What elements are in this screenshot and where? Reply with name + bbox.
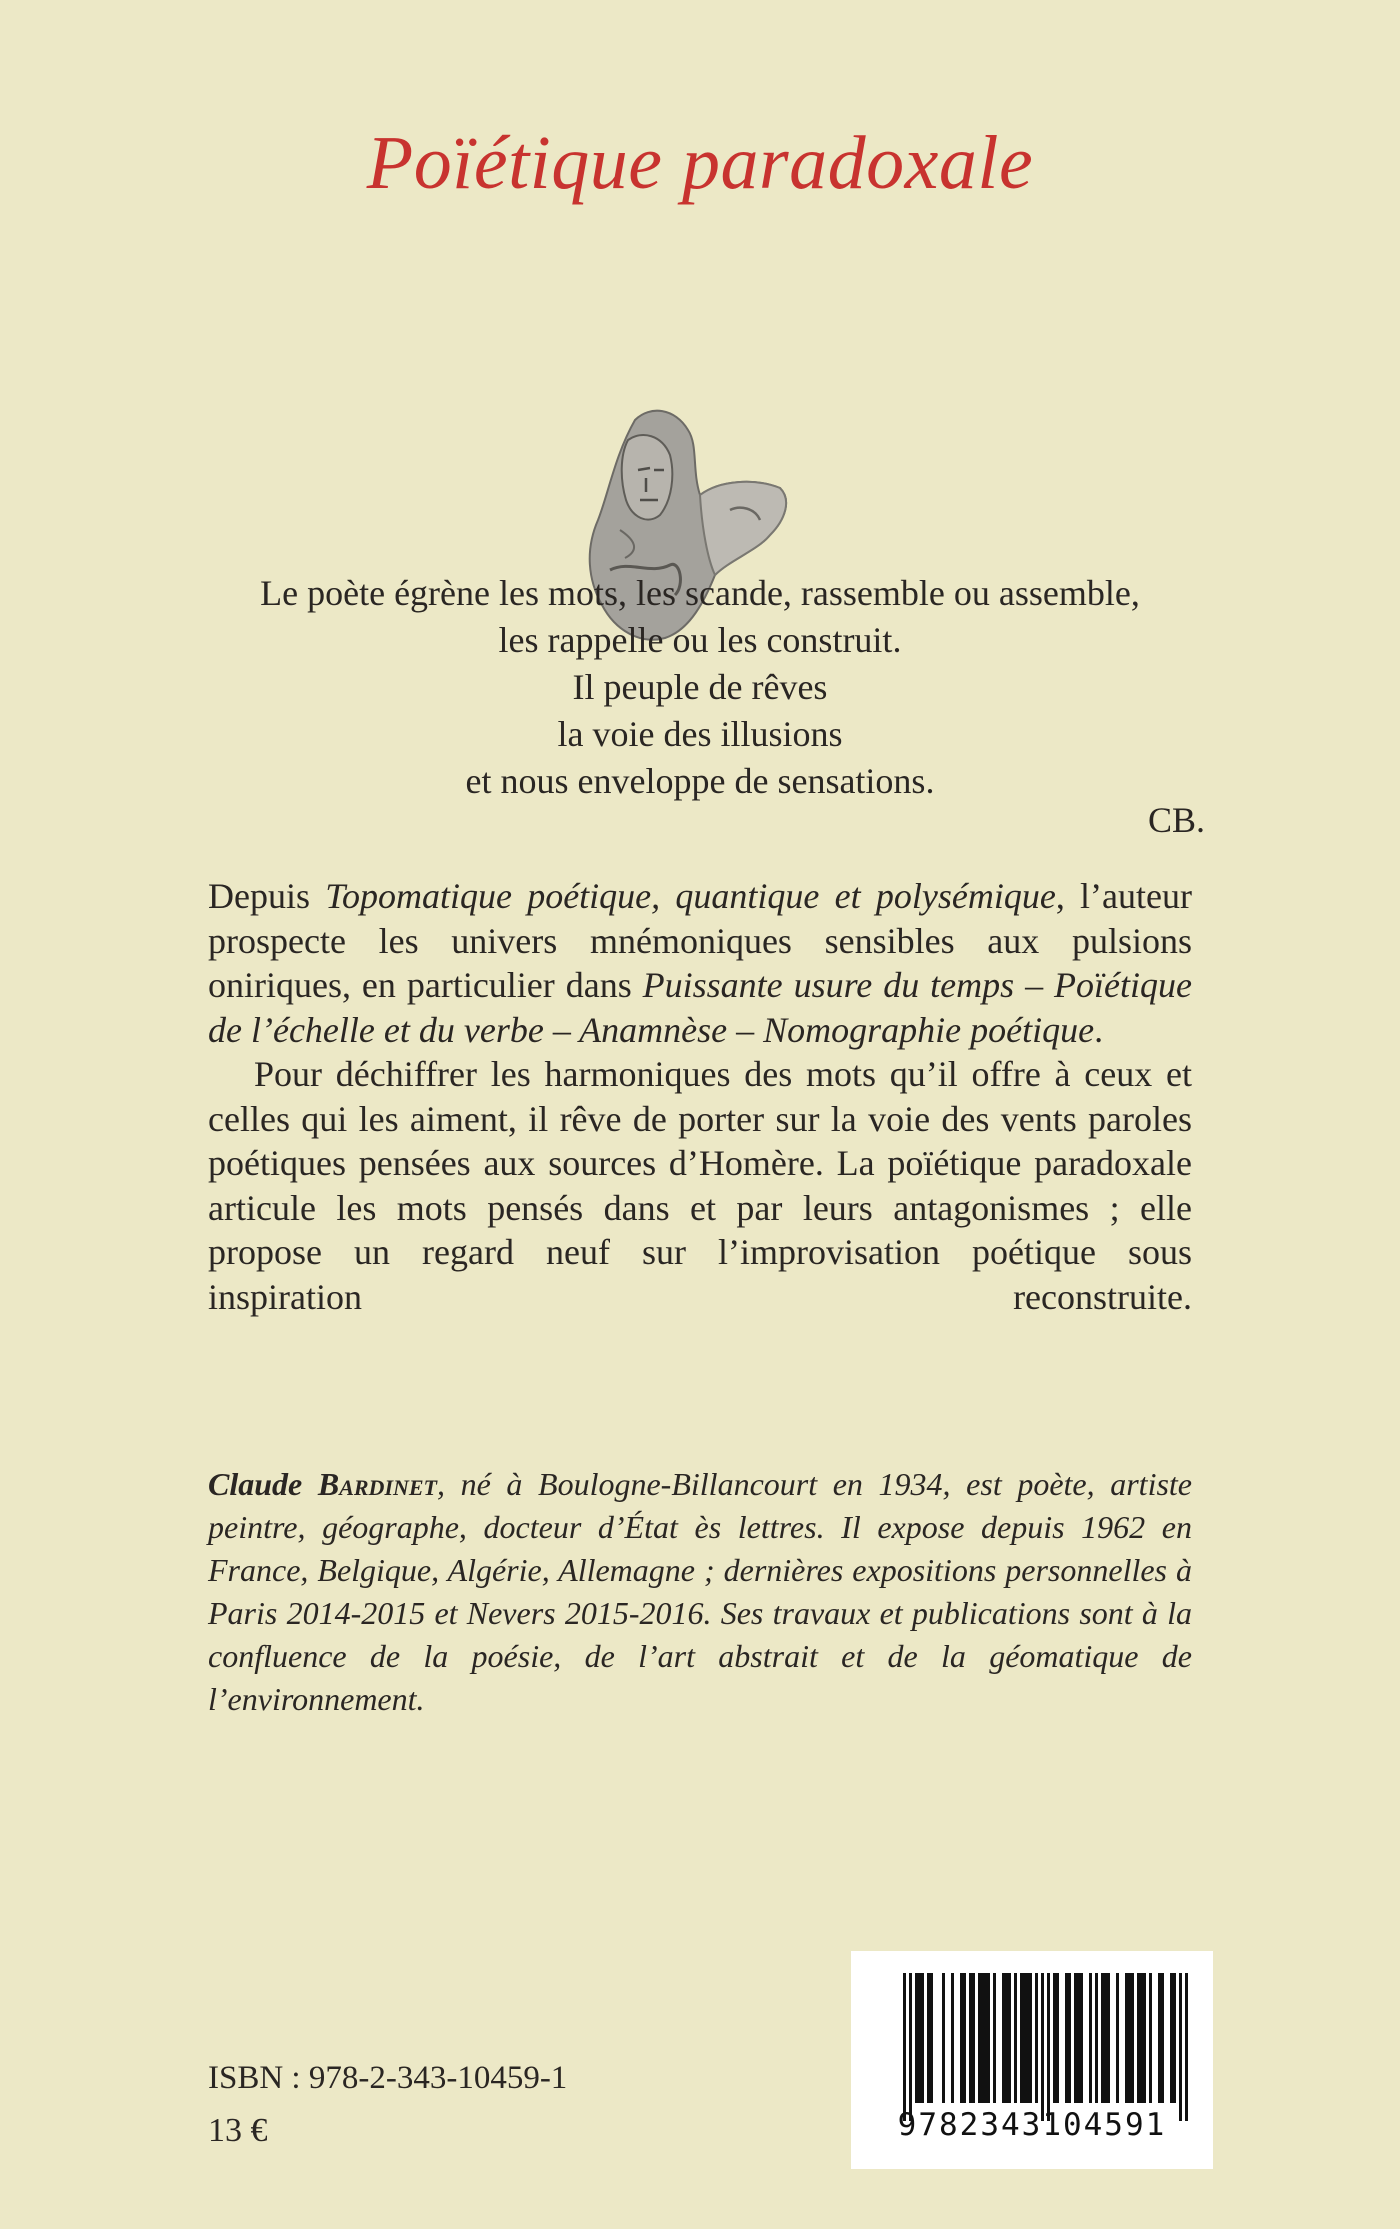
isbn: ISBN : 978-2-343-10459-1: [208, 2060, 568, 2096]
barcode-bar: [1074, 1973, 1077, 2103]
barcode-bar: [1002, 1973, 1005, 2103]
barcode-bar: [1068, 1973, 1071, 2103]
author-name: [208, 1466, 437, 1502]
author-last-name: Bardinet: [317, 1466, 437, 1502]
barcode-bar: [942, 1973, 945, 2103]
barcode-bar: [903, 1973, 906, 2121]
barcode-bar: [1158, 1973, 1161, 2103]
description-paragraph: [208, 874, 1192, 1052]
barcode-bar: [1149, 1973, 1152, 2103]
barcode-bar: [915, 1973, 918, 2103]
barcode-bar: [1056, 1973, 1059, 2103]
barcode-bar: [927, 1973, 930, 2103]
barcode-bar: [918, 1973, 921, 2103]
poem-line: Le poète égrène les mots, les scande, rassemble ou assemble,: [260, 573, 1140, 613]
barcode-bar: [1173, 1973, 1176, 2103]
poem-line: la voie des illusions: [557, 714, 843, 754]
barcode-bar: [972, 1973, 975, 2103]
barcode: [851, 1951, 1213, 2169]
book-title: Poïétique paradoxale: [366, 121, 1034, 205]
author-biography: [208, 1463, 1192, 1721]
barcode-bar: [960, 1973, 963, 2103]
barcode-bar: [969, 1973, 972, 2103]
barcode-bar: [1104, 1973, 1107, 2103]
barcode-bar: [1095, 1973, 1098, 2103]
book-reference: Topomatique poétique, quantique et polysémique: [325, 876, 1056, 916]
barcode-bar: [1107, 1973, 1110, 2103]
barcode-bar: [1077, 1973, 1080, 2103]
poem-signature: CB.: [1147, 800, 1205, 840]
barcode-bar: [1137, 1973, 1140, 2103]
barcode-bar: [963, 1973, 966, 2103]
description-text: Depuis: [208, 876, 326, 916]
price: 13 €: [208, 2112, 268, 2149]
barcode-bar: [1005, 1973, 1008, 2103]
barcode-bar: [1053, 1973, 1056, 2103]
book-references: Puissante usure du temps – Poïétique de l’échelle et du verbe – Anamnèse – Nomographie poétique: [208, 965, 1192, 1050]
poem-line: les rappelle ou les construit.: [498, 620, 902, 660]
barcode-bar: [984, 1973, 987, 2103]
barcode-bar: [909, 1973, 912, 2121]
barcode-bar: [978, 1973, 981, 2103]
barcode-bar: [1116, 1973, 1119, 2103]
barcode-bar: [1008, 1973, 1011, 2103]
barcode-bar: [1023, 1973, 1026, 2103]
description-text: , l’auteur prospecte les univers mnémoniques sensibles aux pulsions oniriques, en particulier dans: [208, 876, 1192, 1005]
barcode-bar: [987, 1973, 990, 2103]
barcode-bar: [921, 1973, 924, 2103]
barcode-bar: [1179, 1973, 1182, 2121]
barcode-bar: [1029, 1973, 1032, 2103]
barcode-bar: [1035, 1973, 1038, 2103]
barcode-bar: [1020, 1973, 1023, 2103]
barcode-bar: [1089, 1973, 1092, 2103]
barcode-bar: [1014, 1973, 1017, 2103]
book-description: [208, 874, 1192, 1319]
barcode-bar: [1026, 1973, 1029, 2103]
barcode-bar: [1161, 1973, 1164, 2103]
barcode-bar: [981, 1973, 984, 2103]
biography-text: , né à Boulogne-Billancourt en 1934, est poète, artiste peintre, géographe, docteur d’État ès lettres. Il expose depuis 1962 en France, Belgique, Algérie, Allemagne ; dernières expositions personnelles à Paris 2014-2015 et Nevers 2015-2016. Ses travaux et publications sont à la confluence de la poésie, de l’art abstrait et de la géomatique de l’environnement.: [208, 1466, 1193, 1717]
barcode-bar: [1101, 1973, 1104, 2103]
epigraph-poem: [180, 570, 1220, 805]
poem-line: Il peuple de rêves: [572, 667, 828, 707]
barcode-bar: [1125, 1973, 1128, 2103]
barcode-bar: [1065, 1973, 1068, 2103]
barcode-bar: [1131, 1973, 1134, 2103]
barcode-bar: [1128, 1973, 1131, 2103]
barcode-bar: [1047, 1973, 1050, 2121]
description-paragraph: Pour déchiffrer les harmoniques des mots qu’il offre à ceux et celles qui les aiment, il rêve de porter sur la voie des vents paroles poétiques pensées aux sources d’Homère. La poïétique paradoxale articule les mots pensés dans et par leurs antagonismes ; elle propose un regard neuf sur l’improvisation poétique sous inspiration reconstruite.: [208, 1054, 1192, 1317]
barcode-bar: [1170, 1973, 1173, 2103]
barcode-bar: [993, 1973, 996, 2103]
barcode-bar: [951, 1973, 954, 2103]
barcode-digits: 9782343104591: [897, 2107, 1167, 2143]
barcode-bar: [1080, 1973, 1083, 2103]
description-text: .: [1094, 1009, 1104, 1050]
barcode-bar: [1185, 1973, 1188, 2121]
barcode-bar: [1140, 1973, 1143, 2103]
barcode-bar: [930, 1973, 933, 2103]
poem-line: et nous enveloppe de sensations.: [465, 761, 935, 801]
author-first-name: Claude: [208, 1466, 318, 1502]
barcode-bar: [1143, 1973, 1146, 2103]
barcode-bar: [1041, 1973, 1044, 2121]
